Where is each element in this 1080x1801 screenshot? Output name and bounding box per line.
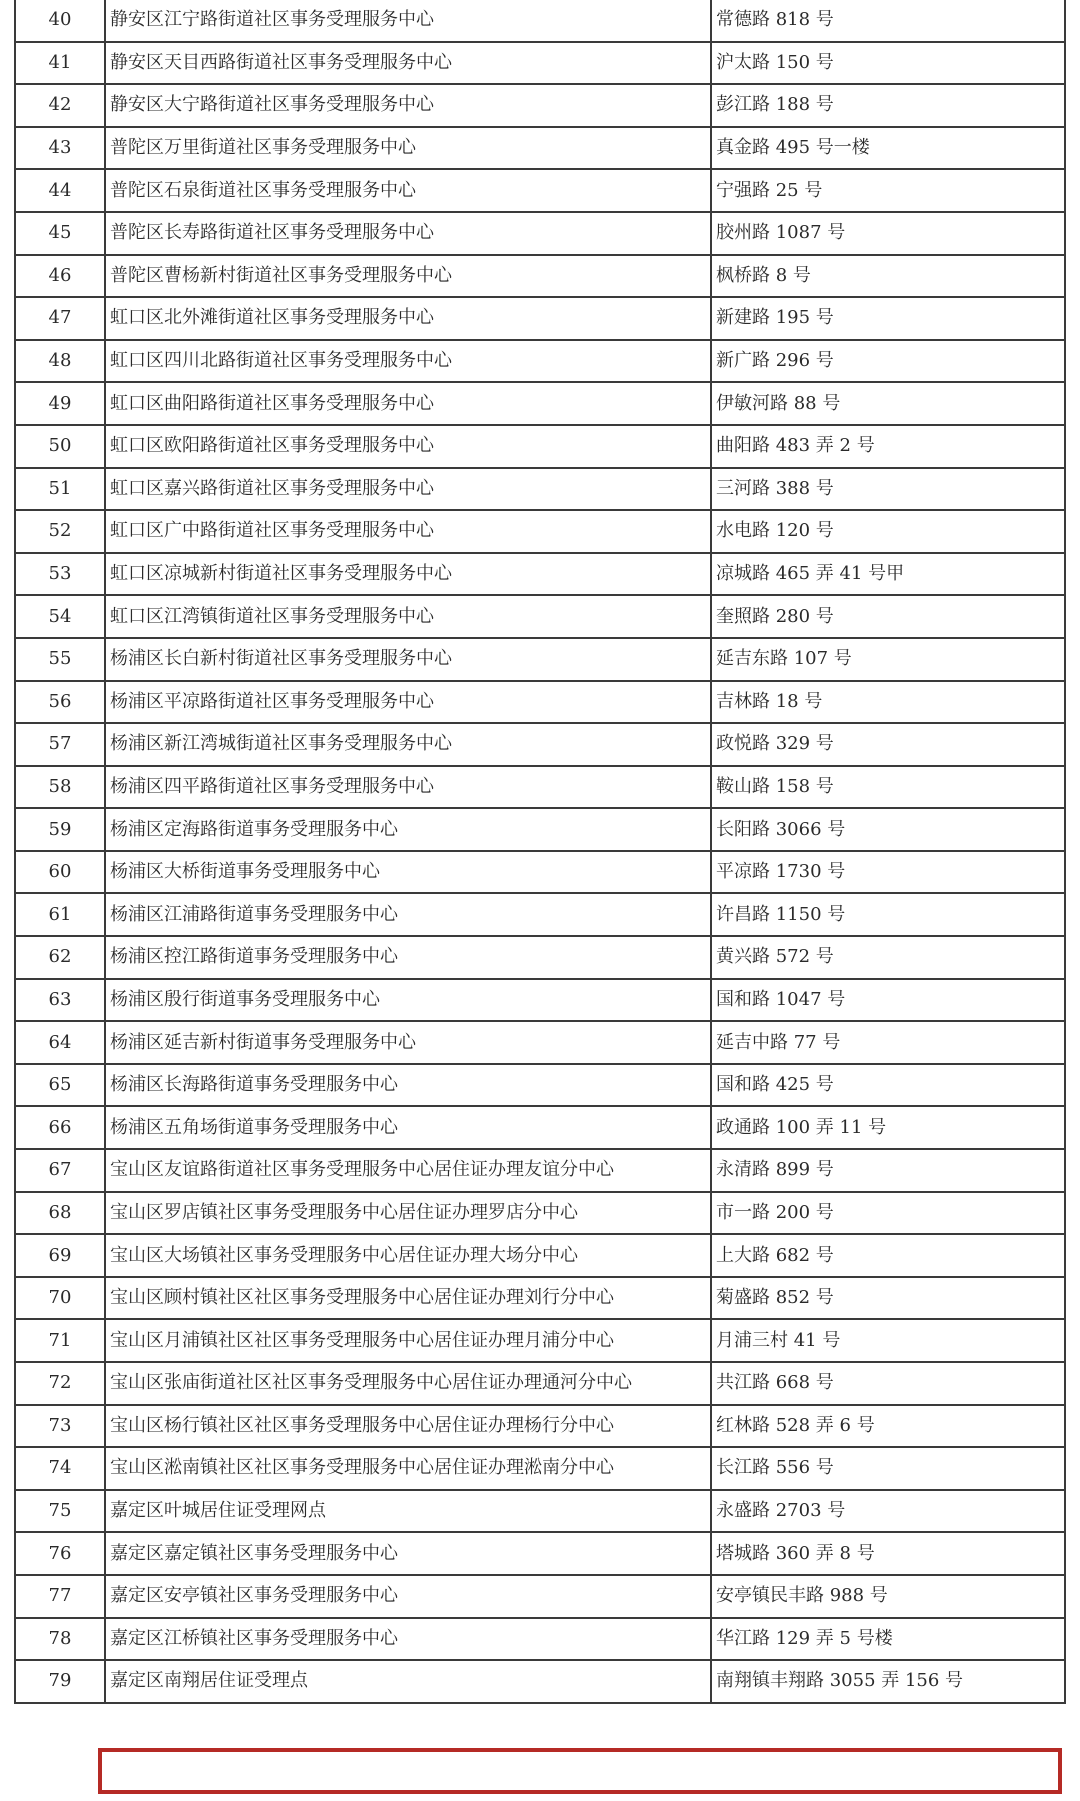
- address-cell: 平凉路 1730 号: [711, 851, 1065, 894]
- center-name-cell: 杨浦区新江湾城街道社区事务受理服务中心: [105, 723, 711, 766]
- row-number-cell: 76: [15, 1532, 105, 1575]
- table-row: [15, 255, 1065, 298]
- row-number-cell: 53: [15, 553, 105, 596]
- row-number-cell: 48: [15, 340, 105, 383]
- center-name-cell: 杨浦区大桥街道事务受理服务中心: [105, 851, 711, 894]
- row-number-cell: 51: [15, 468, 105, 511]
- table-body: [15, 0, 1065, 1703]
- row-number-cell: 44: [15, 169, 105, 212]
- address-table-sheet: [14, 0, 1066, 1704]
- address-cell: 政悦路 329 号: [711, 723, 1065, 766]
- center-name-cell: 虹口区北外滩街道社区事务受理服务中心: [105, 297, 711, 340]
- table-row: [15, 382, 1065, 425]
- table-row: [15, 169, 1065, 212]
- center-name-cell: 宝山区友谊路街道社区事务受理服务中心居住证办理友谊分中心: [105, 1149, 711, 1192]
- address-cell: 新广路 296 号: [711, 340, 1065, 383]
- table-row: [15, 1277, 1065, 1320]
- row-number-cell: 68: [15, 1192, 105, 1235]
- row-number-cell: 61: [15, 893, 105, 936]
- table-row: [15, 84, 1065, 127]
- center-name-cell: 杨浦区长海路街道事务受理服务中心: [105, 1064, 711, 1107]
- row-number-cell: 59: [15, 808, 105, 851]
- center-name-cell: 嘉定区安亭镇社区事务受理服务中心: [105, 1575, 711, 1618]
- table-row: [15, 893, 1065, 936]
- center-name-cell: 静安区大宁路街道社区事务受理服务中心: [105, 84, 711, 127]
- center-name-cell: 嘉定区南翔居住证受理点: [105, 1660, 711, 1703]
- table-row: [15, 1447, 1065, 1490]
- address-cell: 水电路 120 号: [711, 510, 1065, 553]
- address-cell: 黄兴路 572 号: [711, 936, 1065, 979]
- table-row: [15, 1149, 1065, 1192]
- address-cell: 曲阳路 483 弄 2 号: [711, 425, 1065, 468]
- center-name-cell: 嘉定区江桥镇社区事务受理服务中心: [105, 1618, 711, 1661]
- table-row: [15, 1532, 1065, 1575]
- row-number-cell: 62: [15, 936, 105, 979]
- table-row: [15, 638, 1065, 681]
- address-cell: 南翔镇丰翔路 3055 弄 156 号: [711, 1660, 1065, 1703]
- table-row: [15, 1192, 1065, 1235]
- address-cell: 国和路 425 号: [711, 1064, 1065, 1107]
- table-row: [15, 553, 1065, 596]
- row-number-cell: 57: [15, 723, 105, 766]
- row-number-cell: 67: [15, 1149, 105, 1192]
- address-cell: 真金路 495 号一楼: [711, 127, 1065, 170]
- address-cell: 长阳路 3066 号: [711, 808, 1065, 851]
- address-cell: 长江路 556 号: [711, 1447, 1065, 1490]
- table-row: [15, 340, 1065, 383]
- center-name-cell: 杨浦区控江路街道事务受理服务中心: [105, 936, 711, 979]
- row-number-cell: 56: [15, 681, 105, 724]
- address-cell: 华江路 129 弄 5 号楼: [711, 1618, 1065, 1661]
- address-cell: 延吉中路 77 号: [711, 1021, 1065, 1064]
- table-row: [15, 1490, 1065, 1533]
- address-cell: 三河路 388 号: [711, 468, 1065, 511]
- table-row: [15, 595, 1065, 638]
- table-row: [15, 766, 1065, 809]
- center-name-cell: 普陀区曹杨新村街道社区事务受理服务中心: [105, 255, 711, 298]
- table-row: [15, 1064, 1065, 1107]
- address-cell: 鞍山路 158 号: [711, 766, 1065, 809]
- table-row: [15, 936, 1065, 979]
- row-number-cell: 78: [15, 1618, 105, 1661]
- table-row: [15, 468, 1065, 511]
- table-row: [15, 723, 1065, 766]
- address-cell: 胶州路 1087 号: [711, 212, 1065, 255]
- row-number-cell: 65: [15, 1064, 105, 1107]
- address-table: [14, 0, 1066, 1704]
- address-cell: 彭江路 188 号: [711, 84, 1065, 127]
- row-number-cell: 50: [15, 425, 105, 468]
- row-number-cell: 54: [15, 595, 105, 638]
- table-row: [15, 1618, 1065, 1661]
- address-cell: 新建路 195 号: [711, 297, 1065, 340]
- table-row: [15, 297, 1065, 340]
- address-cell: 上大路 682 号: [711, 1234, 1065, 1277]
- table-row: [15, 1575, 1065, 1618]
- table-row: [15, 979, 1065, 1022]
- center-name-cell: 虹口区广中路街道社区事务受理服务中心: [105, 510, 711, 553]
- row-number-cell: 70: [15, 1277, 105, 1320]
- center-name-cell: 宝山区杨行镇社区社区事务受理服务中心居住证办理杨行分中心: [105, 1405, 711, 1448]
- center-name-cell: 杨浦区平凉路街道社区事务受理服务中心: [105, 681, 711, 724]
- table-row: [15, 1021, 1065, 1064]
- table-row: [15, 127, 1065, 170]
- address-cell: 常德路 818 号: [711, 0, 1065, 42]
- table-row: [15, 425, 1065, 468]
- row-number-cell: 41: [15, 42, 105, 85]
- table-row: [15, 851, 1065, 894]
- table-row: [15, 808, 1065, 851]
- row-number-cell: 45: [15, 212, 105, 255]
- center-name-cell: 杨浦区延吉新村街道事务受理服务中心: [105, 1021, 711, 1064]
- row-number-cell: 63: [15, 979, 105, 1022]
- table-row: [15, 1660, 1065, 1703]
- center-name-cell: 杨浦区殷行街道事务受理服务中心: [105, 979, 711, 1022]
- center-name-cell: 嘉定区嘉定镇社区事务受理服务中心: [105, 1532, 711, 1575]
- table-row: [15, 1405, 1065, 1448]
- address-cell: 共江路 668 号: [711, 1362, 1065, 1405]
- address-cell: 国和路 1047 号: [711, 979, 1065, 1022]
- row-number-cell: 73: [15, 1405, 105, 1448]
- row-number-cell: 43: [15, 127, 105, 170]
- row-number-cell: 60: [15, 851, 105, 894]
- row-number-cell: 74: [15, 1447, 105, 1490]
- address-cell: 许昌路 1150 号: [711, 893, 1065, 936]
- center-name-cell: 杨浦区四平路街道社区事务受理服务中心: [105, 766, 711, 809]
- address-cell: 红林路 528 弄 6 号: [711, 1405, 1065, 1448]
- row-number-cell: 79: [15, 1660, 105, 1703]
- center-name-cell: 虹口区嘉兴路街道社区事务受理服务中心: [105, 468, 711, 511]
- center-name-cell: 杨浦区五角场街道事务受理服务中心: [105, 1106, 711, 1149]
- row-number-cell: 40: [15, 0, 105, 42]
- center-name-cell: 宝山区月浦镇社区社区事务受理服务中心居住证办理月浦分中心: [105, 1319, 711, 1362]
- row-number-cell: 49: [15, 382, 105, 425]
- address-cell: 市一路 200 号: [711, 1192, 1065, 1235]
- center-name-cell: 杨浦区定海路街道事务受理服务中心: [105, 808, 711, 851]
- address-cell: 永盛路 2703 号: [711, 1490, 1065, 1533]
- center-name-cell: 杨浦区长白新村街道社区事务受理服务中心: [105, 638, 711, 681]
- address-cell: 奎照路 280 号: [711, 595, 1065, 638]
- center-name-cell: 虹口区欧阳路街道社区事务受理服务中心: [105, 425, 711, 468]
- address-cell: 伊敏河路 88 号: [711, 382, 1065, 425]
- row-number-cell: 58: [15, 766, 105, 809]
- address-cell: 永清路 899 号: [711, 1149, 1065, 1192]
- center-name-cell: 宝山区淞南镇社区社区事务受理服务中心居住证办理淞南分中心: [105, 1447, 711, 1490]
- row-number-cell: 69: [15, 1234, 105, 1277]
- center-name-cell: 虹口区四川北路街道社区事务受理服务中心: [105, 340, 711, 383]
- row-number-cell: 42: [15, 84, 105, 127]
- address-cell: 塔城路 360 弄 8 号: [711, 1532, 1065, 1575]
- center-name-cell: 静安区天目西路街道社区事务受理服务中心: [105, 42, 711, 85]
- address-cell: 吉林路 18 号: [711, 681, 1065, 724]
- center-name-cell: 宝山区大场镇社区事务受理服务中心居住证办理大场分中心: [105, 1234, 711, 1277]
- table-row: [15, 510, 1065, 553]
- row-number-cell: 64: [15, 1021, 105, 1064]
- table-row: [15, 681, 1065, 724]
- address-cell: 延吉东路 107 号: [711, 638, 1065, 681]
- center-name-cell: 宝山区张庙街道社区社区事务受理服务中心居住证办理通河分中心: [105, 1362, 711, 1405]
- table-row: [15, 1319, 1065, 1362]
- center-name-cell: 静安区江宁路街道社区事务受理服务中心: [105, 0, 711, 42]
- center-name-cell: 普陀区长寿路街道社区事务受理服务中心: [105, 212, 711, 255]
- address-cell: 凉城路 465 弄 41 号甲: [711, 553, 1065, 596]
- center-name-cell: 宝山区顾村镇社区社区事务受理服务中心居住证办理刘行分中心: [105, 1277, 711, 1320]
- address-cell: 月浦三村 41 号: [711, 1319, 1065, 1362]
- table-row: [15, 1362, 1065, 1405]
- row-number-cell: 77: [15, 1575, 105, 1618]
- table-row: [15, 42, 1065, 85]
- center-name-cell: 宝山区罗店镇社区事务受理服务中心居住证办理罗店分中心: [105, 1192, 711, 1235]
- row-number-cell: 75: [15, 1490, 105, 1533]
- center-name-cell: 虹口区凉城新村街道社区事务受理服务中心: [105, 553, 711, 596]
- row-number-cell: 52: [15, 510, 105, 553]
- row-number-cell: 66: [15, 1106, 105, 1149]
- table-row: [15, 212, 1065, 255]
- center-name-cell: 虹口区曲阳路街道社区事务受理服务中心: [105, 382, 711, 425]
- address-cell: 沪太路 150 号: [711, 42, 1065, 85]
- row-number-cell: 71: [15, 1319, 105, 1362]
- table-row: [15, 1234, 1065, 1277]
- row-number-cell: 47: [15, 297, 105, 340]
- center-name-cell: 普陀区万里街道社区事务受理服务中心: [105, 127, 711, 170]
- center-name-cell: 普陀区石泉街道社区事务受理服务中心: [105, 169, 711, 212]
- center-name-cell: 杨浦区江浦路街道事务受理服务中心: [105, 893, 711, 936]
- row-number-cell: 55: [15, 638, 105, 681]
- table-row: [15, 1106, 1065, 1149]
- address-cell: 安亭镇民丰路 988 号: [711, 1575, 1065, 1618]
- table-row: [15, 0, 1065, 42]
- address-cell: 政通路 100 弄 11 号: [711, 1106, 1065, 1149]
- center-name-cell: 嘉定区叶城居住证受理网点: [105, 1490, 711, 1533]
- center-name-cell: 虹口区江湾镇街道社区事务受理服务中心: [105, 595, 711, 638]
- address-cell: 枫桥路 8 号: [711, 255, 1065, 298]
- address-cell: 宁强路 25 号: [711, 169, 1065, 212]
- highlight-box: [98, 1748, 1062, 1794]
- row-number-cell: 46: [15, 255, 105, 298]
- address-cell: 菊盛路 852 号: [711, 1277, 1065, 1320]
- row-number-cell: 72: [15, 1362, 105, 1405]
